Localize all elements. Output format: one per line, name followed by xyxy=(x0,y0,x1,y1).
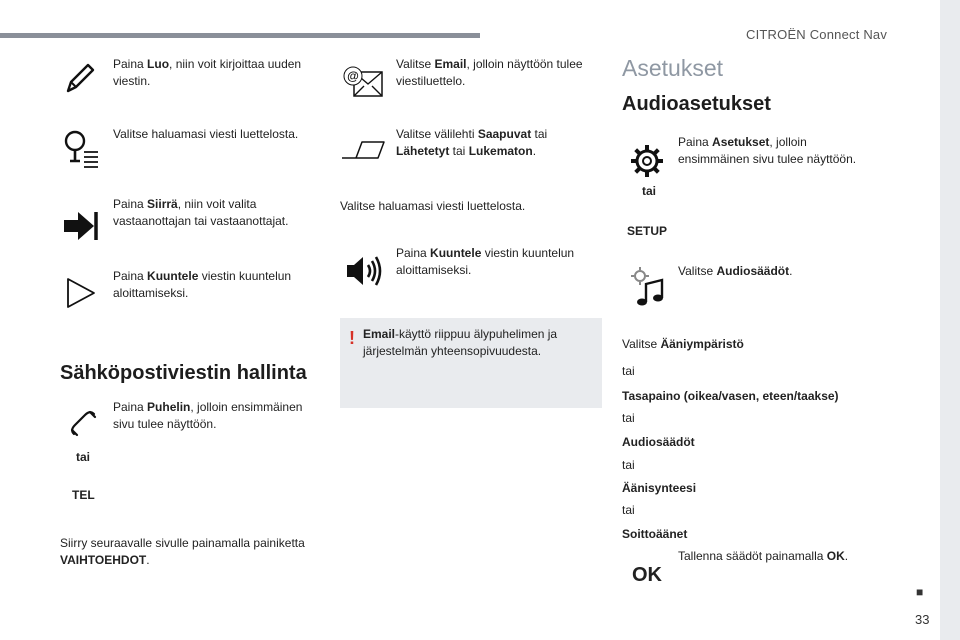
page-heading: Asetukset xyxy=(622,55,723,81)
instruction-forward: Paina Siirrä, niin voit valita vastaanottajan tai vastaanottajat. xyxy=(113,197,289,228)
email-icon xyxy=(342,64,384,100)
instruction-audio: Valitse Audiosäädöt. xyxy=(678,264,793,278)
note-box xyxy=(340,318,602,408)
ok-button-label: OK xyxy=(632,564,662,586)
instruction-select-message-2: Valitse haluamasi viesti luettelosta. xyxy=(340,199,526,213)
instruction-phone: Paina Puhelin, jolloin ensimmäinen sivu tulee näyttöön. xyxy=(113,400,303,431)
or-text-2: tai xyxy=(622,411,635,425)
play-icon xyxy=(64,276,98,310)
audio-settings-icon xyxy=(630,266,666,306)
instruction-listen: Paina Kuuntele viestin kuuntelun aloittamiseksi. xyxy=(113,269,292,300)
gear-icon xyxy=(630,144,664,178)
tel-button-label: TEL xyxy=(72,488,95,502)
instruction-settings: Paina Asetukset, jolloin ensimmäinen sivu tulee näyttöön. xyxy=(678,135,857,166)
or-label-2: tai xyxy=(642,184,657,198)
note-text: Email-käyttö riippuu älypuhelimen ja järjestelmän yhteensopivuudesta. xyxy=(363,327,558,358)
tab-icon xyxy=(340,138,386,162)
forward-icon xyxy=(60,208,100,244)
instruction-listen-2: Paina Kuuntele viestin kuuntelun aloittamiseksi. xyxy=(396,246,575,277)
instruction-select-message: Valitse haluamasi viesti luettelosta. xyxy=(113,127,299,141)
header-title: CITROËN Connect Nav xyxy=(746,27,888,42)
option-audio-settings: Audiosäädöt xyxy=(622,435,695,449)
instruction-email: Valitse Email, jolloin näyttöön tulee viestiluettelo. xyxy=(396,57,583,88)
or-text-3: tai xyxy=(622,458,635,472)
instruction-save: Tallenna säädöt painamalla OK. xyxy=(678,549,849,563)
instruction-create: Paina Luo, niin voit kirjoittaa uuden viestin. xyxy=(113,57,302,88)
header-bar xyxy=(0,33,480,38)
page-number: 33 xyxy=(915,612,930,627)
or-label: tai xyxy=(76,450,91,464)
section-title-audio: Audioasetukset xyxy=(622,93,771,115)
or-text-1: tai xyxy=(622,364,635,378)
search-list-icon xyxy=(60,128,102,170)
instruction-environment: Valitse Ääniympäristö xyxy=(622,337,744,351)
option-balance: Tasapaino (oikea/vasen, eteen/taakse) xyxy=(622,389,839,403)
page-marker: ■ xyxy=(916,585,924,599)
option-ringtones: Soittoäänet xyxy=(622,527,688,541)
option-speech-synthesis: Äänisynteesi xyxy=(622,481,697,495)
speaker-icon xyxy=(344,254,384,288)
pencil-icon xyxy=(62,60,98,96)
or-text-4: tai xyxy=(622,503,635,517)
phone-icon xyxy=(68,408,98,438)
instruction-options: Siirry seuraavalle sivulle painamalla painiketta VAIHTOEHDOT. xyxy=(60,536,305,567)
instruction-tab: Valitse välilehti Saapuvat tai Lähetetyt tai Lukematon. xyxy=(396,127,548,158)
warning-icon: ! xyxy=(349,328,355,348)
right-margin-strip xyxy=(940,0,960,640)
setup-button-label: SETUP xyxy=(627,224,668,238)
section-title-email: Sähköpostiviestin hallinta xyxy=(60,362,307,384)
svg-text:@: @ xyxy=(347,69,359,83)
